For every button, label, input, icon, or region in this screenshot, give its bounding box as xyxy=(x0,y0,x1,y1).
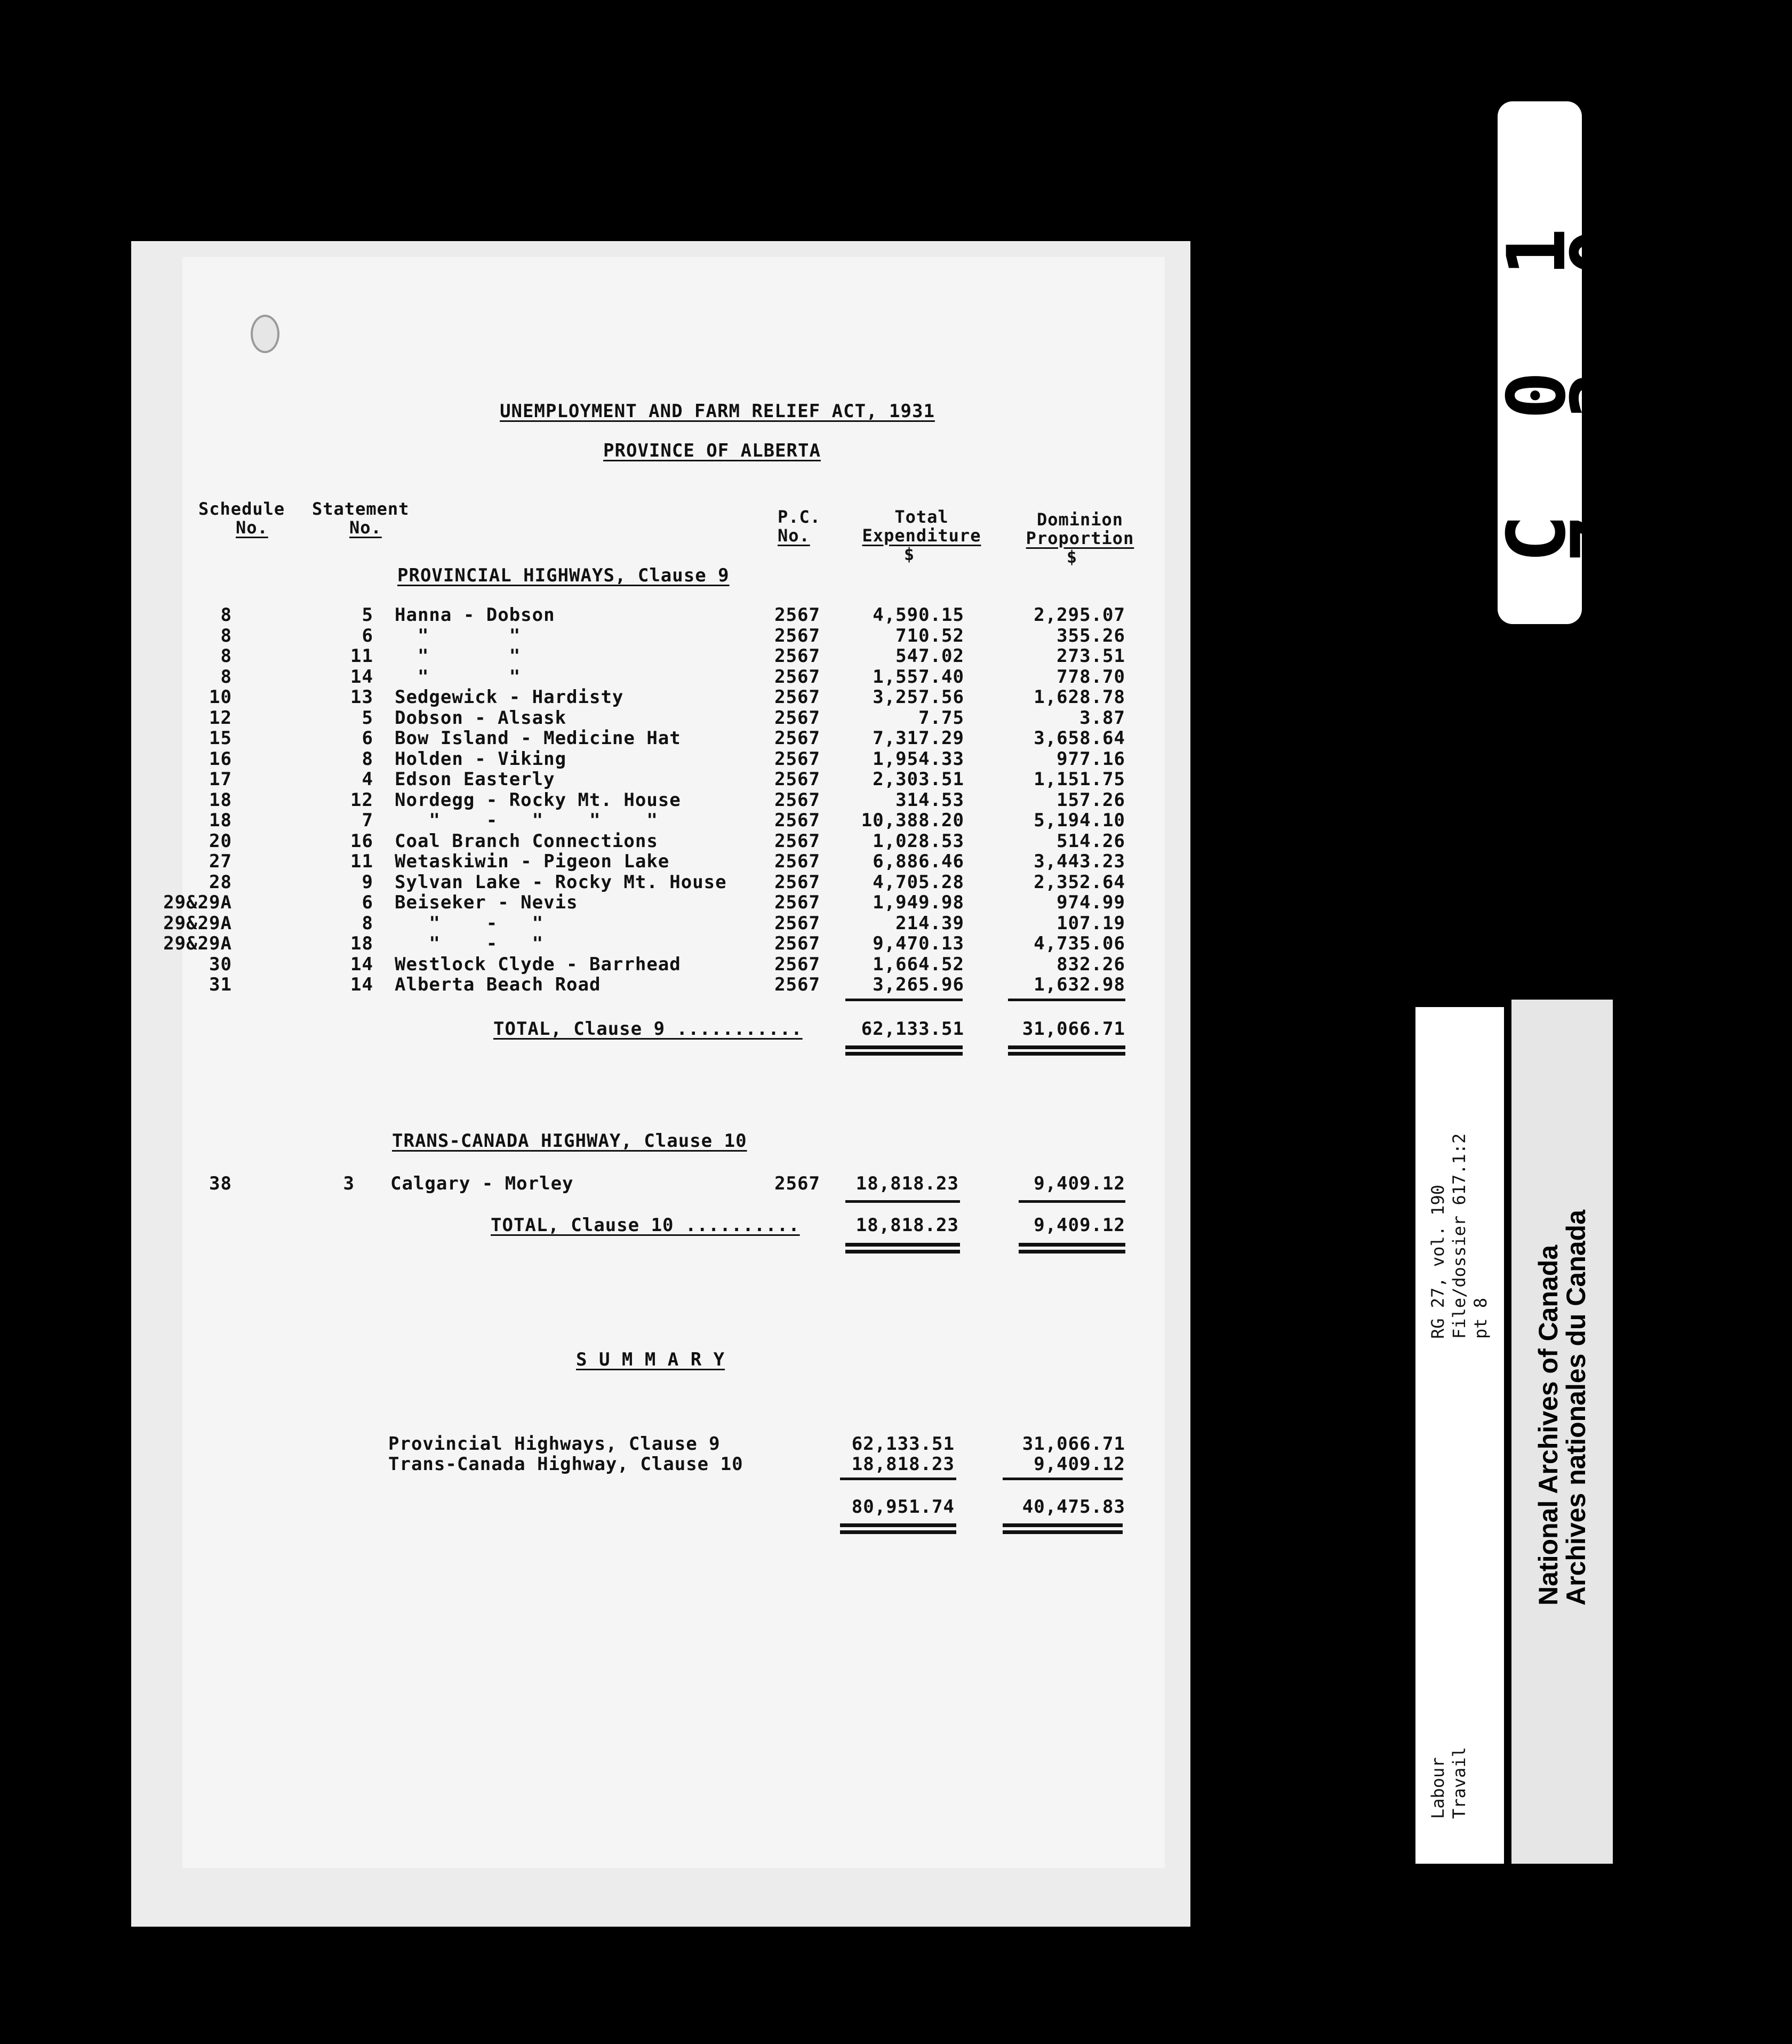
schedule-no: 38 xyxy=(209,1173,232,1194)
header-statement-no: No. xyxy=(349,517,382,538)
total-expenditure: 214.39 xyxy=(895,913,964,934)
dominion-proportion: 2,295.07 xyxy=(1034,604,1125,626)
total-expenditure: 1,028.53 xyxy=(873,831,964,852)
total-expenditure: 1,664.52 xyxy=(873,954,964,975)
dominion-proportion: 832.26 xyxy=(1057,954,1125,975)
summary-heading: S U M M A R Y xyxy=(576,1349,725,1370)
road-description: Calgary - Morley xyxy=(390,1173,574,1194)
road-description: " - " xyxy=(395,913,544,934)
archive-ref-line-3: pt 8 xyxy=(1470,1297,1491,1339)
schedule-no: 17 xyxy=(209,769,232,790)
total-expenditure: 3,265.96 xyxy=(873,974,964,995)
header-statement: Statement xyxy=(312,499,410,519)
statement-no: 13 xyxy=(350,686,373,708)
schedule-no: 8 xyxy=(220,666,232,688)
clause9-double-rule-expenditure-2 xyxy=(845,1052,963,1056)
pc-no: 2567 xyxy=(774,933,820,954)
summary-total-expenditure: 18,818.23 xyxy=(851,1454,955,1475)
pc-no: 2567 xyxy=(774,604,820,626)
schedule-no: 18 xyxy=(209,789,232,811)
archive-dept-line-1: Labour xyxy=(1428,1757,1448,1819)
clause10-double-rule-dominion-1 xyxy=(1019,1243,1125,1247)
schedule-no: 31 xyxy=(209,974,232,995)
schedule-no: 8 xyxy=(220,625,232,646)
pc-no: 2567 xyxy=(774,954,820,975)
dominion-proportion: 778.70 xyxy=(1057,666,1125,688)
clause10-double-rule-expenditure-1 xyxy=(845,1243,960,1247)
statement-no: 6 xyxy=(362,625,373,646)
summary-dominion: 9,409.12 xyxy=(1034,1454,1125,1475)
clause9-double-rule-dominion-2 xyxy=(1008,1052,1125,1056)
schedule-no: 20 xyxy=(209,831,232,852)
pc-no: 2567 xyxy=(774,913,820,934)
statement-no: 4 xyxy=(362,769,373,790)
header-pc: P.C. xyxy=(778,507,821,527)
institution-name-fr: Archives nationales du Canada xyxy=(1561,1210,1591,1606)
grand-double-rule-expenditure-2 xyxy=(840,1530,956,1534)
schedule-no: 12 xyxy=(209,707,232,729)
dominion-proportion: 3,658.64 xyxy=(1034,728,1125,749)
clause9-double-rule-expenditure-1 xyxy=(845,1045,963,1049)
total-expenditure: 547.02 xyxy=(895,645,964,667)
schedule-no: 8 xyxy=(220,604,232,626)
road-description: " " xyxy=(395,645,521,667)
institution-name-en: National Archives of Canada xyxy=(1533,1244,1563,1606)
total-expenditure: 7.75 xyxy=(918,707,964,729)
pc-no: 2567 xyxy=(774,810,820,831)
road-description: Beiseker - Nevis xyxy=(395,892,578,913)
header-dominion: Dominion xyxy=(1036,509,1124,530)
pc-no: 2567 xyxy=(774,872,820,893)
schedule-no: 10 xyxy=(209,686,232,708)
clause9-total-dominion: 31,066.71 xyxy=(1022,1018,1125,1040)
clause10-subtotal-rule-expenditure xyxy=(845,1200,960,1203)
schedule-no: 18 xyxy=(209,810,232,831)
clause10-total-dominion: 9,409.12 xyxy=(1034,1215,1125,1236)
header-schedule: Schedule xyxy=(198,499,285,519)
total-expenditure: 9,470.13 xyxy=(873,933,964,954)
subtotal-rule-dominion xyxy=(1008,999,1125,1001)
pc-no: 2567 xyxy=(774,645,820,667)
schedule-no: 29&29A xyxy=(163,933,232,954)
road-description: Dobson - Alsask xyxy=(395,707,567,729)
pc-no: 2567 xyxy=(774,748,820,770)
road-description: Westlock Clyde - Barrhead xyxy=(395,954,681,975)
dominion-proportion: 3.87 xyxy=(1079,707,1125,729)
summary-label: Trans-Canada Highway, Clause 10 xyxy=(388,1454,743,1475)
clause10-double-rule-dominion-2 xyxy=(1019,1250,1125,1253)
statement-no: 14 xyxy=(350,974,373,995)
header-total-currency: $ xyxy=(903,544,915,564)
road-description: " " xyxy=(395,666,521,688)
pc-no: 2567 xyxy=(774,831,820,852)
grand-double-rule-expenditure-1 xyxy=(840,1523,956,1527)
road-description: Hanna - Dobson xyxy=(395,604,555,626)
statement-no: 14 xyxy=(350,954,373,975)
statement-no: 3 xyxy=(343,1173,355,1194)
dominion-proportion: 1,632.98 xyxy=(1034,974,1125,995)
schedule-no: 27 xyxy=(209,851,232,872)
statement-no: 5 xyxy=(362,707,373,729)
total-expenditure: 1,954.33 xyxy=(873,748,964,770)
total-expenditure: 7,317.29 xyxy=(873,728,964,749)
summary-dominion: 31,066.71 xyxy=(1022,1433,1125,1455)
dominion-proportion: 1,151.75 xyxy=(1034,769,1125,790)
dominion-proportion: 355.26 xyxy=(1057,625,1125,646)
province-title: PROVINCE OF ALBERTA xyxy=(603,440,821,461)
dominion-proportion: 3,443.23 xyxy=(1034,851,1125,872)
pc-no: 2567 xyxy=(774,769,820,790)
archive-dept-line-2: Travail xyxy=(1449,1747,1469,1819)
clause9-total-expenditure: 62,133.51 xyxy=(861,1018,964,1040)
clause9-total-label: TOTAL, Clause 9 ........... xyxy=(493,1018,803,1040)
total-expenditure: 4,590.15 xyxy=(873,604,964,626)
total-expenditure: 314.53 xyxy=(895,789,964,811)
dominion-proportion: 4,735.06 xyxy=(1034,933,1125,954)
total-expenditure: 710.52 xyxy=(895,625,964,646)
dominion-proportion: 107.19 xyxy=(1057,913,1125,934)
summary-label: Provincial Highways, Clause 9 xyxy=(388,1433,721,1455)
dominion-proportion: 974.99 xyxy=(1057,892,1125,913)
statement-no: 14 xyxy=(350,666,373,688)
statement-no: 8 xyxy=(362,748,373,770)
dominion-proportion: 1,628.78 xyxy=(1034,686,1125,708)
statement-no: 9 xyxy=(362,872,373,893)
statement-no: 16 xyxy=(350,831,373,852)
pc-no: 2567 xyxy=(774,974,820,995)
summary-subtotal-rule-dominion xyxy=(1003,1478,1123,1480)
section-trans-canada-heading: TRANS-CANADA HIGHWAY, Clause 10 xyxy=(392,1130,747,1152)
road-description: Coal Branch Connections xyxy=(395,831,658,852)
total-expenditure: 3,257.56 xyxy=(873,686,964,708)
grand-total-dominion: 40,475.83 xyxy=(1022,1496,1125,1518)
road-description: " - " xyxy=(395,933,544,954)
dominion-proportion: 2,352.64 xyxy=(1034,872,1125,893)
pc-no: 2567 xyxy=(774,1173,820,1194)
statement-no: 5 xyxy=(362,604,373,626)
total-expenditure: 1,557.40 xyxy=(873,666,964,688)
schedule-no: 15 xyxy=(209,728,232,749)
document-page xyxy=(131,241,1190,1927)
clause10-total-label: TOTAL, Clause 10 .......... xyxy=(491,1215,800,1236)
pc-no: 2567 xyxy=(774,625,820,646)
total-expenditure: 2,303.51 xyxy=(873,769,964,790)
dominion-proportion: 977.16 xyxy=(1057,748,1125,770)
dominion-proportion: 9,409.12 xyxy=(1034,1173,1125,1194)
dominion-proportion: 157.26 xyxy=(1057,789,1125,811)
total-expenditure: 4,705.28 xyxy=(873,872,964,893)
punch-hole xyxy=(251,315,279,353)
pc-no: 2567 xyxy=(774,707,820,729)
road-description: Sylvan Lake - Rocky Mt. House xyxy=(395,872,727,893)
statement-no: 11 xyxy=(350,645,373,667)
header-schedule-no: No. xyxy=(236,517,268,538)
statement-no: 12 xyxy=(350,789,373,811)
header-proportion: Proportion xyxy=(1026,528,1134,548)
road-description: Sedgewick - Hardisty xyxy=(395,686,624,708)
road-description: " - " " " xyxy=(395,810,658,831)
header-expenditure: Expenditure xyxy=(862,525,981,546)
pc-no: 2567 xyxy=(774,851,820,872)
statement-no: 18 xyxy=(350,933,373,954)
grand-total-expenditure: 80,951.74 xyxy=(851,1496,955,1518)
grand-double-rule-dominion-2 xyxy=(1003,1530,1123,1534)
schedule-no: 28 xyxy=(209,872,232,893)
pc-no: 2567 xyxy=(774,686,820,708)
schedule-no: 29&29A xyxy=(163,892,232,913)
clause10-subtotal-rule-dominion xyxy=(1019,1200,1125,1203)
road-description: " " xyxy=(395,625,521,646)
statement-no: 11 xyxy=(350,851,373,872)
total-expenditure: 1,949.98 xyxy=(873,892,964,913)
total-expenditure: 18,818.23 xyxy=(855,1173,959,1194)
statement-no: 6 xyxy=(362,728,373,749)
section-provincial-highways-heading: PROVINCIAL HIGHWAYS, Clause 9 xyxy=(397,565,730,586)
schedule-no: 29&29A xyxy=(163,913,232,934)
subtotal-rule-expenditure xyxy=(845,999,963,1001)
dominion-proportion: 5,194.10 xyxy=(1034,810,1125,831)
microfilm-number: C 0 1 7 3 0 xyxy=(1491,204,1647,563)
total-expenditure: 10,388.20 xyxy=(861,810,964,831)
road-description: Wetaskiwin - Pigeon Lake xyxy=(395,851,670,872)
statement-no: 8 xyxy=(362,913,373,934)
statement-no: 7 xyxy=(362,810,373,831)
summary-total-expenditure: 62,133.51 xyxy=(851,1433,955,1455)
road-description: Edson Easterly xyxy=(395,769,555,790)
pc-no: 2567 xyxy=(774,666,820,688)
pc-no: 2567 xyxy=(774,728,820,749)
archive-ref-line-2: File/dossier 617.1:2 xyxy=(1449,1133,1469,1339)
archive-ref-line-1: RG 27, vol. 190 xyxy=(1428,1185,1448,1339)
road-description: Nordegg - Rocky Mt. House xyxy=(395,789,681,811)
pc-no: 2567 xyxy=(774,789,820,811)
statement-no: 6 xyxy=(362,892,373,913)
clause10-total-expenditure: 18,818.23 xyxy=(855,1215,959,1236)
document-title: UNEMPLOYMENT AND FARM RELIEF ACT, 1931 xyxy=(500,401,935,422)
pc-no: 2567 xyxy=(774,892,820,913)
dominion-proportion: 273.51 xyxy=(1057,645,1125,667)
road-description: Alberta Beach Road xyxy=(395,974,601,995)
schedule-no: 16 xyxy=(209,748,232,770)
header-pc-no: No. xyxy=(778,525,810,546)
road-description: Holden - Viking xyxy=(395,748,567,770)
road-description: Bow Island - Medicine Hat xyxy=(395,728,681,749)
header-total: Total xyxy=(894,507,949,527)
grand-double-rule-dominion-1 xyxy=(1003,1523,1123,1527)
clause9-double-rule-dominion-1 xyxy=(1008,1045,1125,1049)
total-expenditure: 6,886.46 xyxy=(873,851,964,872)
header-dominion-currency: $ xyxy=(1066,547,1078,567)
schedule-no: 8 xyxy=(220,645,232,667)
schedule-no: 30 xyxy=(209,954,232,975)
summary-subtotal-rule-expenditure xyxy=(840,1478,956,1480)
clause10-double-rule-expenditure-2 xyxy=(845,1250,960,1253)
dominion-proportion: 514.26 xyxy=(1057,831,1125,852)
